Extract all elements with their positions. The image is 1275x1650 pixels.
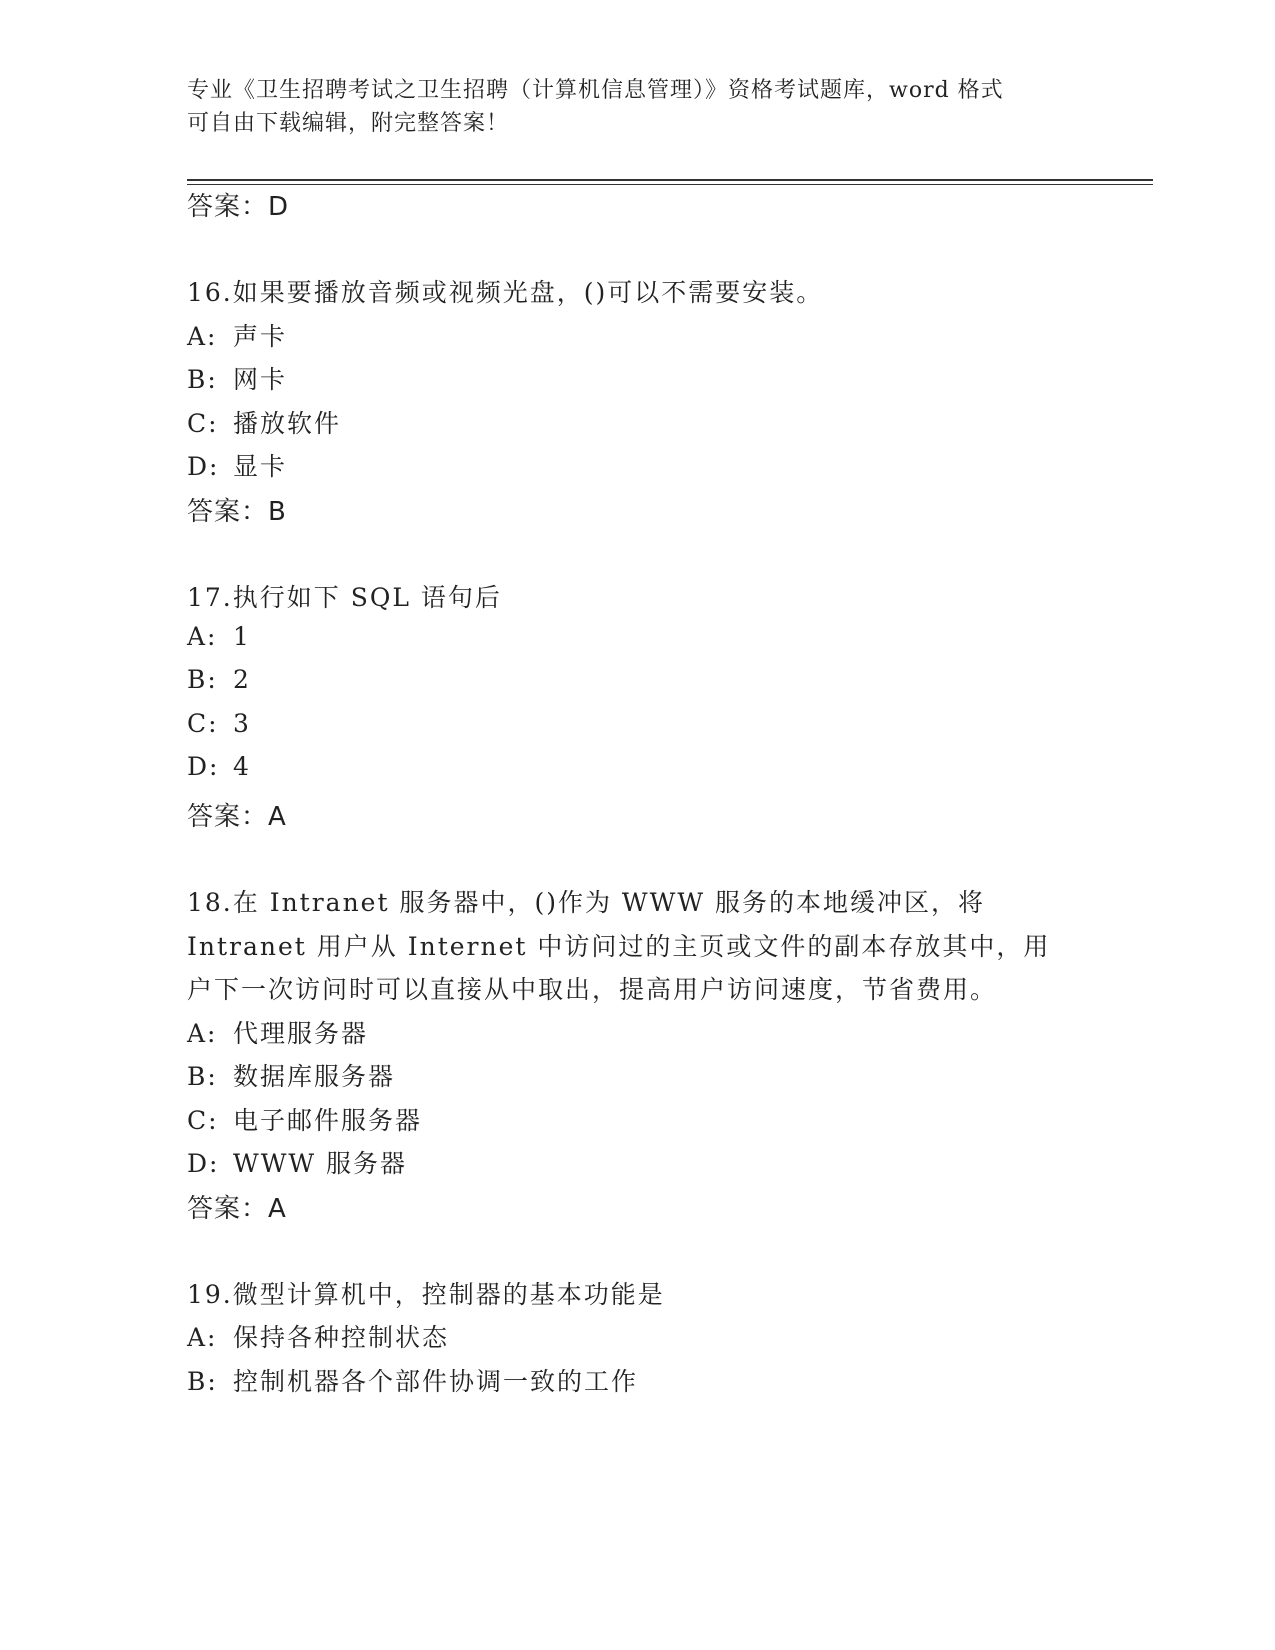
option-letter: A: — [187, 322, 218, 351]
option-letter: B: — [187, 665, 218, 694]
option — [187, 404, 341, 440]
answer-prefix: 答案： — [187, 1194, 269, 1224]
answer-line — [187, 186, 289, 223]
option-text: 声卡 — [233, 322, 288, 351]
document-header — [187, 74, 1067, 140]
option-text: 3 — [233, 709, 251, 738]
answer-value: A — [268, 802, 287, 832]
answer-value: B — [268, 497, 287, 527]
answer-prefix: 答案： — [187, 192, 269, 222]
option — [187, 447, 287, 483]
answer-line — [187, 491, 287, 528]
option-letter: C: — [187, 409, 219, 438]
option-letter: C: — [187, 1106, 219, 1135]
question-stem: 19.微型计算机中，控制器的基本功能是 — [187, 1280, 665, 1309]
option-text: 电子邮件服务器 — [233, 1106, 423, 1135]
option-text: 网卡 — [233, 365, 288, 394]
question-stem: 17.执行如下 SQL 语句后 — [187, 583, 502, 612]
option-text: WWW 服务器 — [233, 1149, 408, 1178]
option-text: 保持各种控制状态 — [233, 1323, 450, 1352]
option-text: 数据库服务器 — [233, 1062, 396, 1091]
option-letter: D: — [187, 752, 220, 781]
option-letter: B: — [187, 1062, 218, 1091]
header-line-1: 专业《卫生招聘考试之卫生招聘（计算机信息管理）》资格考试题库，word 格式 — [187, 78, 1004, 103]
answer-value: D — [268, 192, 290, 222]
option-letter: B: — [187, 1367, 218, 1396]
option — [187, 1318, 449, 1354]
header-line-2: 可自由下载编辑，附完整答案！ — [187, 111, 510, 136]
option — [187, 1144, 407, 1180]
option — [187, 1101, 422, 1137]
answer-line — [187, 796, 287, 833]
question-stem: 18.在 Intranet 服务器中，()作为 WWW 服务的本地缓冲区，将 — [187, 888, 985, 917]
option — [187, 317, 287, 353]
option-letter: A: — [187, 622, 218, 651]
question-stem: 16.如果要播放音频或视频光盘，()可以不需要安装。 — [187, 278, 824, 307]
option — [187, 360, 287, 396]
option-text: 控制机器各个部件协调一致的工作 — [233, 1367, 639, 1396]
question-stem: Intranet 用户从 Internet 中访问过的主页或文件的副本存放其中，用 — [187, 932, 1051, 961]
option-letter: A: — [187, 1323, 218, 1352]
option — [187, 1014, 368, 1050]
option-letter: A: — [187, 1019, 218, 1048]
option — [187, 752, 251, 781]
answer-prefix: 答案： — [187, 802, 269, 832]
question-stem: 户下一次访问时可以直接从中取出，提高用户访问速度，节省费用。 — [187, 975, 998, 1004]
option-text: 显卡 — [233, 452, 288, 481]
option-letter: C: — [187, 709, 219, 738]
option — [187, 1057, 395, 1093]
option — [187, 709, 251, 738]
header-divider — [187, 179, 1153, 181]
option-text: 4 — [233, 752, 251, 781]
option-letter: D: — [187, 452, 220, 481]
option — [187, 622, 251, 651]
option-text: 2 — [233, 665, 251, 694]
option-text: 播放软件 — [233, 409, 342, 438]
option — [187, 665, 251, 694]
option-text: 1 — [233, 622, 251, 651]
answer-line — [187, 1188, 287, 1225]
option-letter: B: — [187, 365, 218, 394]
answer-value: A — [268, 1194, 287, 1224]
header-divider-thin — [187, 184, 1153, 185]
option-letter: D: — [187, 1149, 220, 1178]
option — [187, 1362, 638, 1398]
option-text: 代理服务器 — [233, 1019, 369, 1048]
answer-prefix: 答案： — [187, 497, 269, 527]
